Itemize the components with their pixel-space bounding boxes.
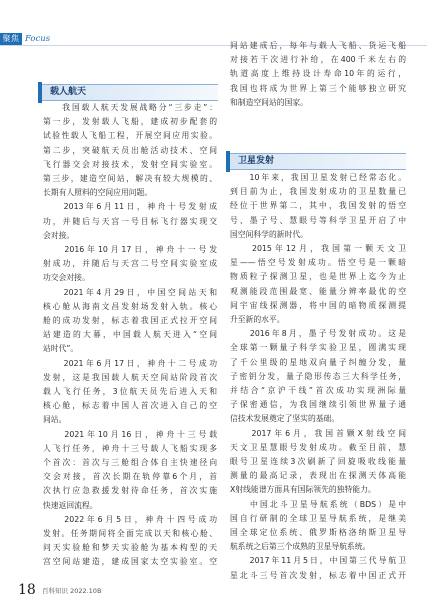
text-line: 射成功，并随后与天宫二号空间实验室成 [43,259,217,269]
text-line: 2021年6月17日，神舟十二号成功 [43,358,217,368]
text-line: 物质粒子探测卫星，也是世界上迄今为止 [230,272,406,282]
heading-accent-bar [38,82,42,103]
text-line: 我国载人航天发展战略分“三步走”： [43,103,217,112]
text-line: 载人飞行任务，3位航天员先后进入天和 [43,387,217,396]
text-line: 快速返回流程。 [43,500,98,510]
text-line: 人飞行任务，神舟十三号载人飞船实现多 [43,443,217,453]
section-tab: 聚焦 [0,33,22,45]
text-line: 了千公里级的星地双向量子纠缠分发，量 [230,357,406,367]
section-heading-manned-spaceflight [38,84,218,101]
text-line: 国全球定位系统、俄罗斯格洛纳斯卫星导 [230,528,406,537]
text-line: 国自行研制的全球卫星导航系统，是继美 [230,513,406,523]
text-line: 我国也将成为世界上第三个能够独立研究 [230,83,406,93]
text-line: 2022年6月5日，神舟十四号成功 [43,514,217,524]
text-line: 2016年10月17日，神舟十一号发 [43,245,217,254]
text-line: 子密钥分发，量子隐形传态三大科学任务， [230,371,406,381]
text-line: 2017年6月，我国首颗X射线空间 [230,428,406,438]
text-line: 发射。任务期间将全面完成以天和核心舱、 [43,529,217,538]
heading-accent-bar [226,151,230,172]
text-line: 交会对接，首次长期在轨停靠6个月，首 [43,472,217,482]
text-line: 2015年12月，我国第一颗天文卫 [230,244,406,253]
text-line: 2013年6月11日，神舟十号发射成 [43,202,217,212]
section-heading-satellite-launch [226,153,406,170]
text-line: 会对接。 [43,230,75,240]
text-line: 2021年4月29日，中国空间站天和 [43,287,217,297]
text-line: 测量的最高记录，表现出在探测天体高能 [230,471,406,481]
text-line: 国空间科学的新时代。 [230,229,308,239]
text-line: 信技术发展奠定了坚实的基础。 [230,414,340,424]
text-line: 第二步，突破航天员出舱活动技术、空间 [43,145,217,155]
text-line: 号、墨子号、慧眼号等科学卫星开启了中 [230,215,406,225]
text-line: 航系统之后第三个成熟的卫星导航系统。 [230,542,371,552]
journal-issue: 百科知识 2022.10B [42,587,102,595]
text-line: 和制造空间站的国家。 [230,97,308,107]
text-line: 发射，这是我国载人航天空间站阶段首次 [43,372,217,382]
text-line: 站建造的大幕，中国载人航天进入“空间 [43,330,217,340]
text-line: 星——悟空号发射成功。悟空号是一颗暗 [230,258,406,268]
text-line: 眼号卫星连续3次刷新了回旋吸收线能量 [230,457,406,466]
text-line: 10年来，我国卫星发射已经常态化。 [230,173,406,182]
text-line: 间站建成后，每年与载人飞船、货运飞船 [230,41,406,50]
text-line: 天文卫星慧眼号发射成功。截至目前，慧 [230,442,406,452]
text-line: 星北斗三号首次发射，标志着中国正式开 [230,570,406,580]
text-line: 轨道高度上维持设计寿命10年的运行， [230,69,406,79]
text-line: 观测能段范围最宽、能量分辨率最优的空 [230,286,406,296]
text-line: 个首次：首次与三舱组合体自主快速径向 [43,458,217,467]
text-line: 到目前为止，我国发射成功的卫星数量已 [230,187,406,197]
text-line: 第一步，发射载人飞船，建成初步配套的 [43,117,217,127]
text-line: 功交会对接。 [43,273,90,283]
text-line: 间宇宙线探测器，将中国的暗物质探测提 [230,300,406,310]
text-line: 功，并随后与天宫一号目标飞行器实现交 [43,216,217,226]
text-line: 2016年8月，墨子号发射成功。这是 [230,329,406,339]
text-line: 全球第一颗量子科学实验卫星，圆满实现 [230,343,406,353]
page-number: 18 [18,582,36,598]
text-line: 长期有人照料的空间应用问题。 [43,188,153,198]
text-line: 2021年10月16日，神舟十三号载 [43,429,217,439]
text-line: 舱的成功发射，标志着我国正式拉开空间 [43,316,217,325]
text-line: X射线能谱方面具有国际领先的独特能力。 [230,485,376,495]
text-line: 问天实验舱和梦天实验舱为基本构型的天 [43,543,217,553]
text-line: 并结合“京沪干线”首次成功实现洲际量 [230,386,406,395]
text-line: 中国北斗卫星导航系统（BDS）是中 [230,499,406,509]
text-line: 2017年11月5日，中国第三代导航卫 [230,556,406,566]
text-line: 升至新的水平。 [230,315,285,324]
text-line: 经位于世界第二，其中，我国发射的悟空 [230,201,406,211]
text-line: 站时代”。 [43,344,79,354]
text-line: 间站。 [43,415,67,425]
text-line: 试验性载人飞船工程，开展空间应用实验。 [43,131,217,141]
text-line: 宫空间站建造，建成国家太空实验室。空 [43,557,217,567]
text-line: 核心舱从海南文昌发射场发射入轨。核心 [43,301,217,311]
section-title: 载人航天 [50,87,87,97]
text-line: 核心舱，标志着中国人首次进入自己的空 [43,401,217,411]
text-line: 飞行器交会对接技术，发射空间实验室。 [43,159,217,169]
text-line: 子保密通信，为我国继续引领世界量子通 [230,400,406,410]
section-title: 卫星发射 [238,156,275,166]
section-label-english: Focus [25,34,51,44]
text-line: 对接若干次进行补给，在400千米左右的 [230,55,406,65]
text-line: 次执行应急救援发射待命任务，首次实施 [43,486,217,496]
text-line: 第三步，建造空间站，解决有较大规模的、 [43,174,217,183]
